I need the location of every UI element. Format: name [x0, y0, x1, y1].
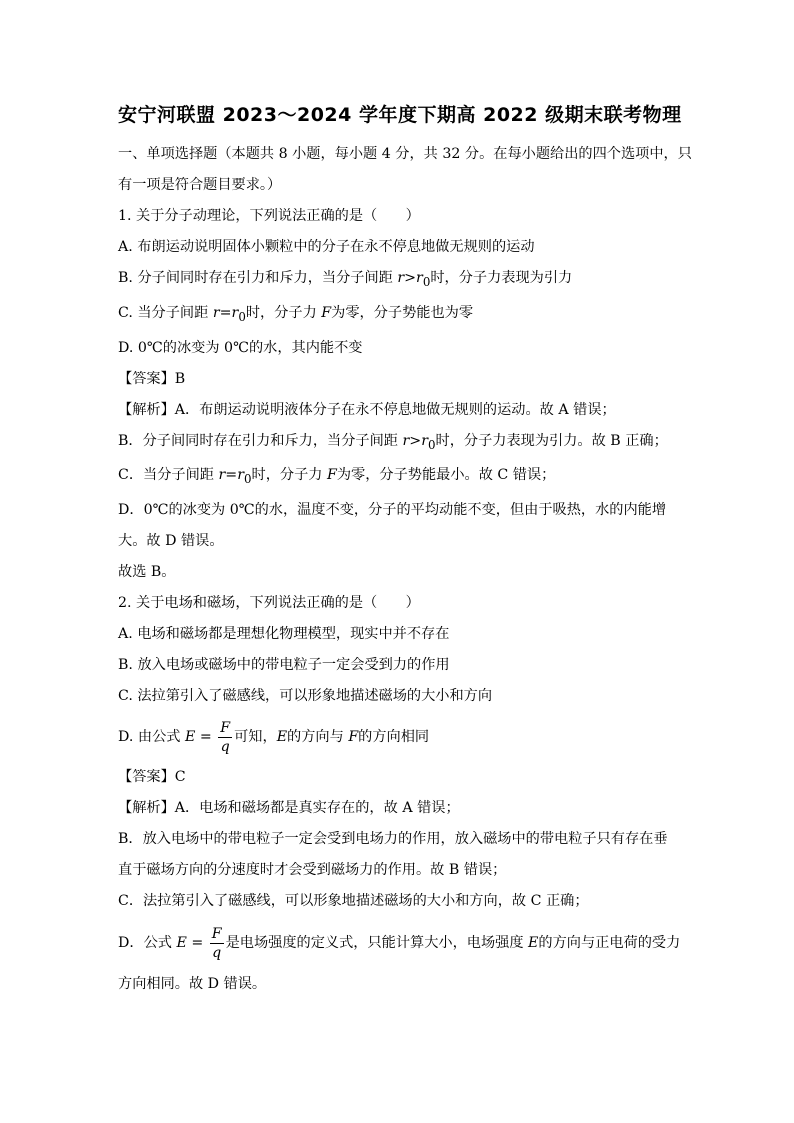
question-1-stem: 1. 关于分子动理论，下列说法正确的是（ ）: [118, 208, 420, 224]
option-b-text: B. 分子间同时存在引力和斥力，当分子间距: [118, 270, 398, 286]
op-gt: >: [404, 270, 417, 286]
section-header-line-2: 有一项是符合题目要求。）: [118, 177, 282, 193]
op-eq: =: [186, 935, 208, 952]
var-F: F: [326, 467, 337, 484]
document-page: [118, 100, 692, 1000]
fraction-F-over-q: [210, 927, 224, 960]
question-1-option-d: D. 0℃的冰变为 0℃的水，其内能不变: [118, 339, 363, 356]
var-F: F: [321, 304, 332, 321]
var-r0: r: [231, 304, 239, 321]
option-c-text: C. 当分子间距: [118, 304, 213, 321]
option-d-text: D. 由公式: [118, 729, 185, 746]
question-1-option-b: [118, 263, 678, 298]
var-E: E: [276, 729, 288, 746]
question-1-explanation-a: 【解析】A．布朗运动说明液体分子在永不停息地做无规则的运动。故 A 错误；: [118, 401, 616, 418]
option-d-text-mid2: 的方向与: [287, 729, 349, 746]
option-c-text-mid: 时，分子力: [245, 304, 322, 321]
var-r0: r: [416, 270, 423, 286]
question-2-explanation-d: [118, 917, 681, 969]
fraction-F-over-q: [218, 721, 232, 754]
question-2-explanation-d-line-2: 方向相同。故 D 错误。: [118, 976, 267, 993]
question-2-option-a: A. 电场和磁场都是理想化物理模型，现实中并不存在: [118, 626, 450, 643]
fraction-numerator: F: [210, 927, 224, 944]
op-gt: >: [409, 432, 422, 449]
question-1-explanation-b: [118, 426, 678, 461]
question-1-answer: 【答案】B: [118, 370, 186, 387]
question-2-explanation-b-line-2: 直于磁场方向的分速度时才会受到磁场力的作用。故 B 错误；: [118, 862, 507, 879]
exp-d-text-end: 的方向与正电荷的受力: [538, 935, 681, 952]
exp-c-text-end: 为零，分子势能最小。故 C 错误；: [336, 467, 556, 484]
question-1-option-c: C. 当分子间距 $r=r_0$时，分子力 F为零，分子势能也为零: [118, 304, 474, 324]
exp-d-text-mid: 是电场强度的定义式，只能计算大小，电场强度: [225, 935, 529, 952]
question-1-option-a: A. 布朗运动说明固体小颗粒中的分子在永不停息地做无规则的运动: [118, 239, 535, 255]
question-2-stem: 2. 关于电场和磁场，下列说法正确的是（ ）: [118, 595, 420, 612]
fraction-denominator: q: [220, 738, 230, 755]
var-E: E: [184, 729, 196, 746]
exp-d-text: D．公式: [118, 935, 177, 952]
exp-b-text-end: 时，分子力表现为引力。故 B 正确；: [435, 432, 668, 449]
exp-c-text-mid: 时，分子力: [251, 467, 327, 484]
exp-c-text: C．当分子间距: [118, 467, 219, 484]
var-r0: r: [421, 432, 428, 449]
fraction-numerator: F: [218, 721, 232, 738]
var-r0: r: [237, 467, 244, 484]
exp-b-text: B．分子间同时存在引力和斥力，当分子间距: [118, 432, 403, 449]
question-1-explanation-c: C．当分子间距 $r=r_0$时，分子力 F为零，分子势能最小。故 C 错误；: [118, 467, 556, 487]
var-r: r: [402, 432, 410, 449]
question-1-conclusion: 故选 B。: [118, 564, 176, 581]
page-title: 安宁河联盟 2023～2024 学年度下期高 2022 级期末联考物理: [118, 104, 682, 126]
var-F: F: [348, 729, 359, 746]
question-2-explanation-b-line-1: B．放入电场中的带电粒子一定会受到电场力的作用，放入磁场中的带电粒子只有存在垂: [118, 831, 668, 848]
option-c-text-end: 为零，分子势能也为零: [331, 304, 474, 321]
subscript-0: 0: [422, 274, 431, 289]
question-2-option-d: [118, 712, 678, 762]
var-r: r: [218, 467, 226, 484]
var-r: r: [212, 304, 220, 321]
option-b-text-end: 时，分子力表现为引力: [430, 270, 573, 286]
question-2-option-b: B. 放入电场或磁场中的带电粒子一定会受到力的作用: [118, 657, 450, 674]
option-d-text-end: 的方向相同: [358, 729, 430, 746]
subscript-0: 0: [238, 309, 246, 324]
question-1-explanation-d-line-2: 大。故 D 错误。: [118, 533, 224, 550]
subscript-0: 0: [427, 437, 436, 452]
section-header-line-1: 一、单项选择题（本题共 8 小题，每小题 4 分，共 32 分。在每小题给出的四个选项中，只: [118, 146, 692, 162]
question-2-option-c: C. 法拉第引入了磁感线，可以形象地描述磁场的大小和方向: [118, 688, 493, 705]
var-E: E: [528, 935, 539, 952]
question-2-answer: 【答案】C: [118, 769, 186, 786]
op-eq: =: [195, 729, 217, 746]
question-2-explanation-c: C．法拉第引入了磁感线，可以形象地描述磁场的大小和方向，故 C 正确；: [118, 893, 589, 910]
var-E: E: [176, 935, 187, 952]
fraction-denominator: q: [212, 944, 222, 961]
var-r: r: [397, 270, 405, 286]
question-1-explanation-d-line-1: D．0℃的冰变为 0℃的水，温度不变，分子的平均动能不变，但由于吸热，水的内能增: [118, 502, 667, 519]
subscript-0: 0: [243, 472, 252, 487]
question-2-explanation-a: 【解析】A．电场和磁场都是真实存在的，故 A 错误；: [118, 800, 460, 817]
option-d-text-mid: 可知，: [234, 729, 277, 746]
